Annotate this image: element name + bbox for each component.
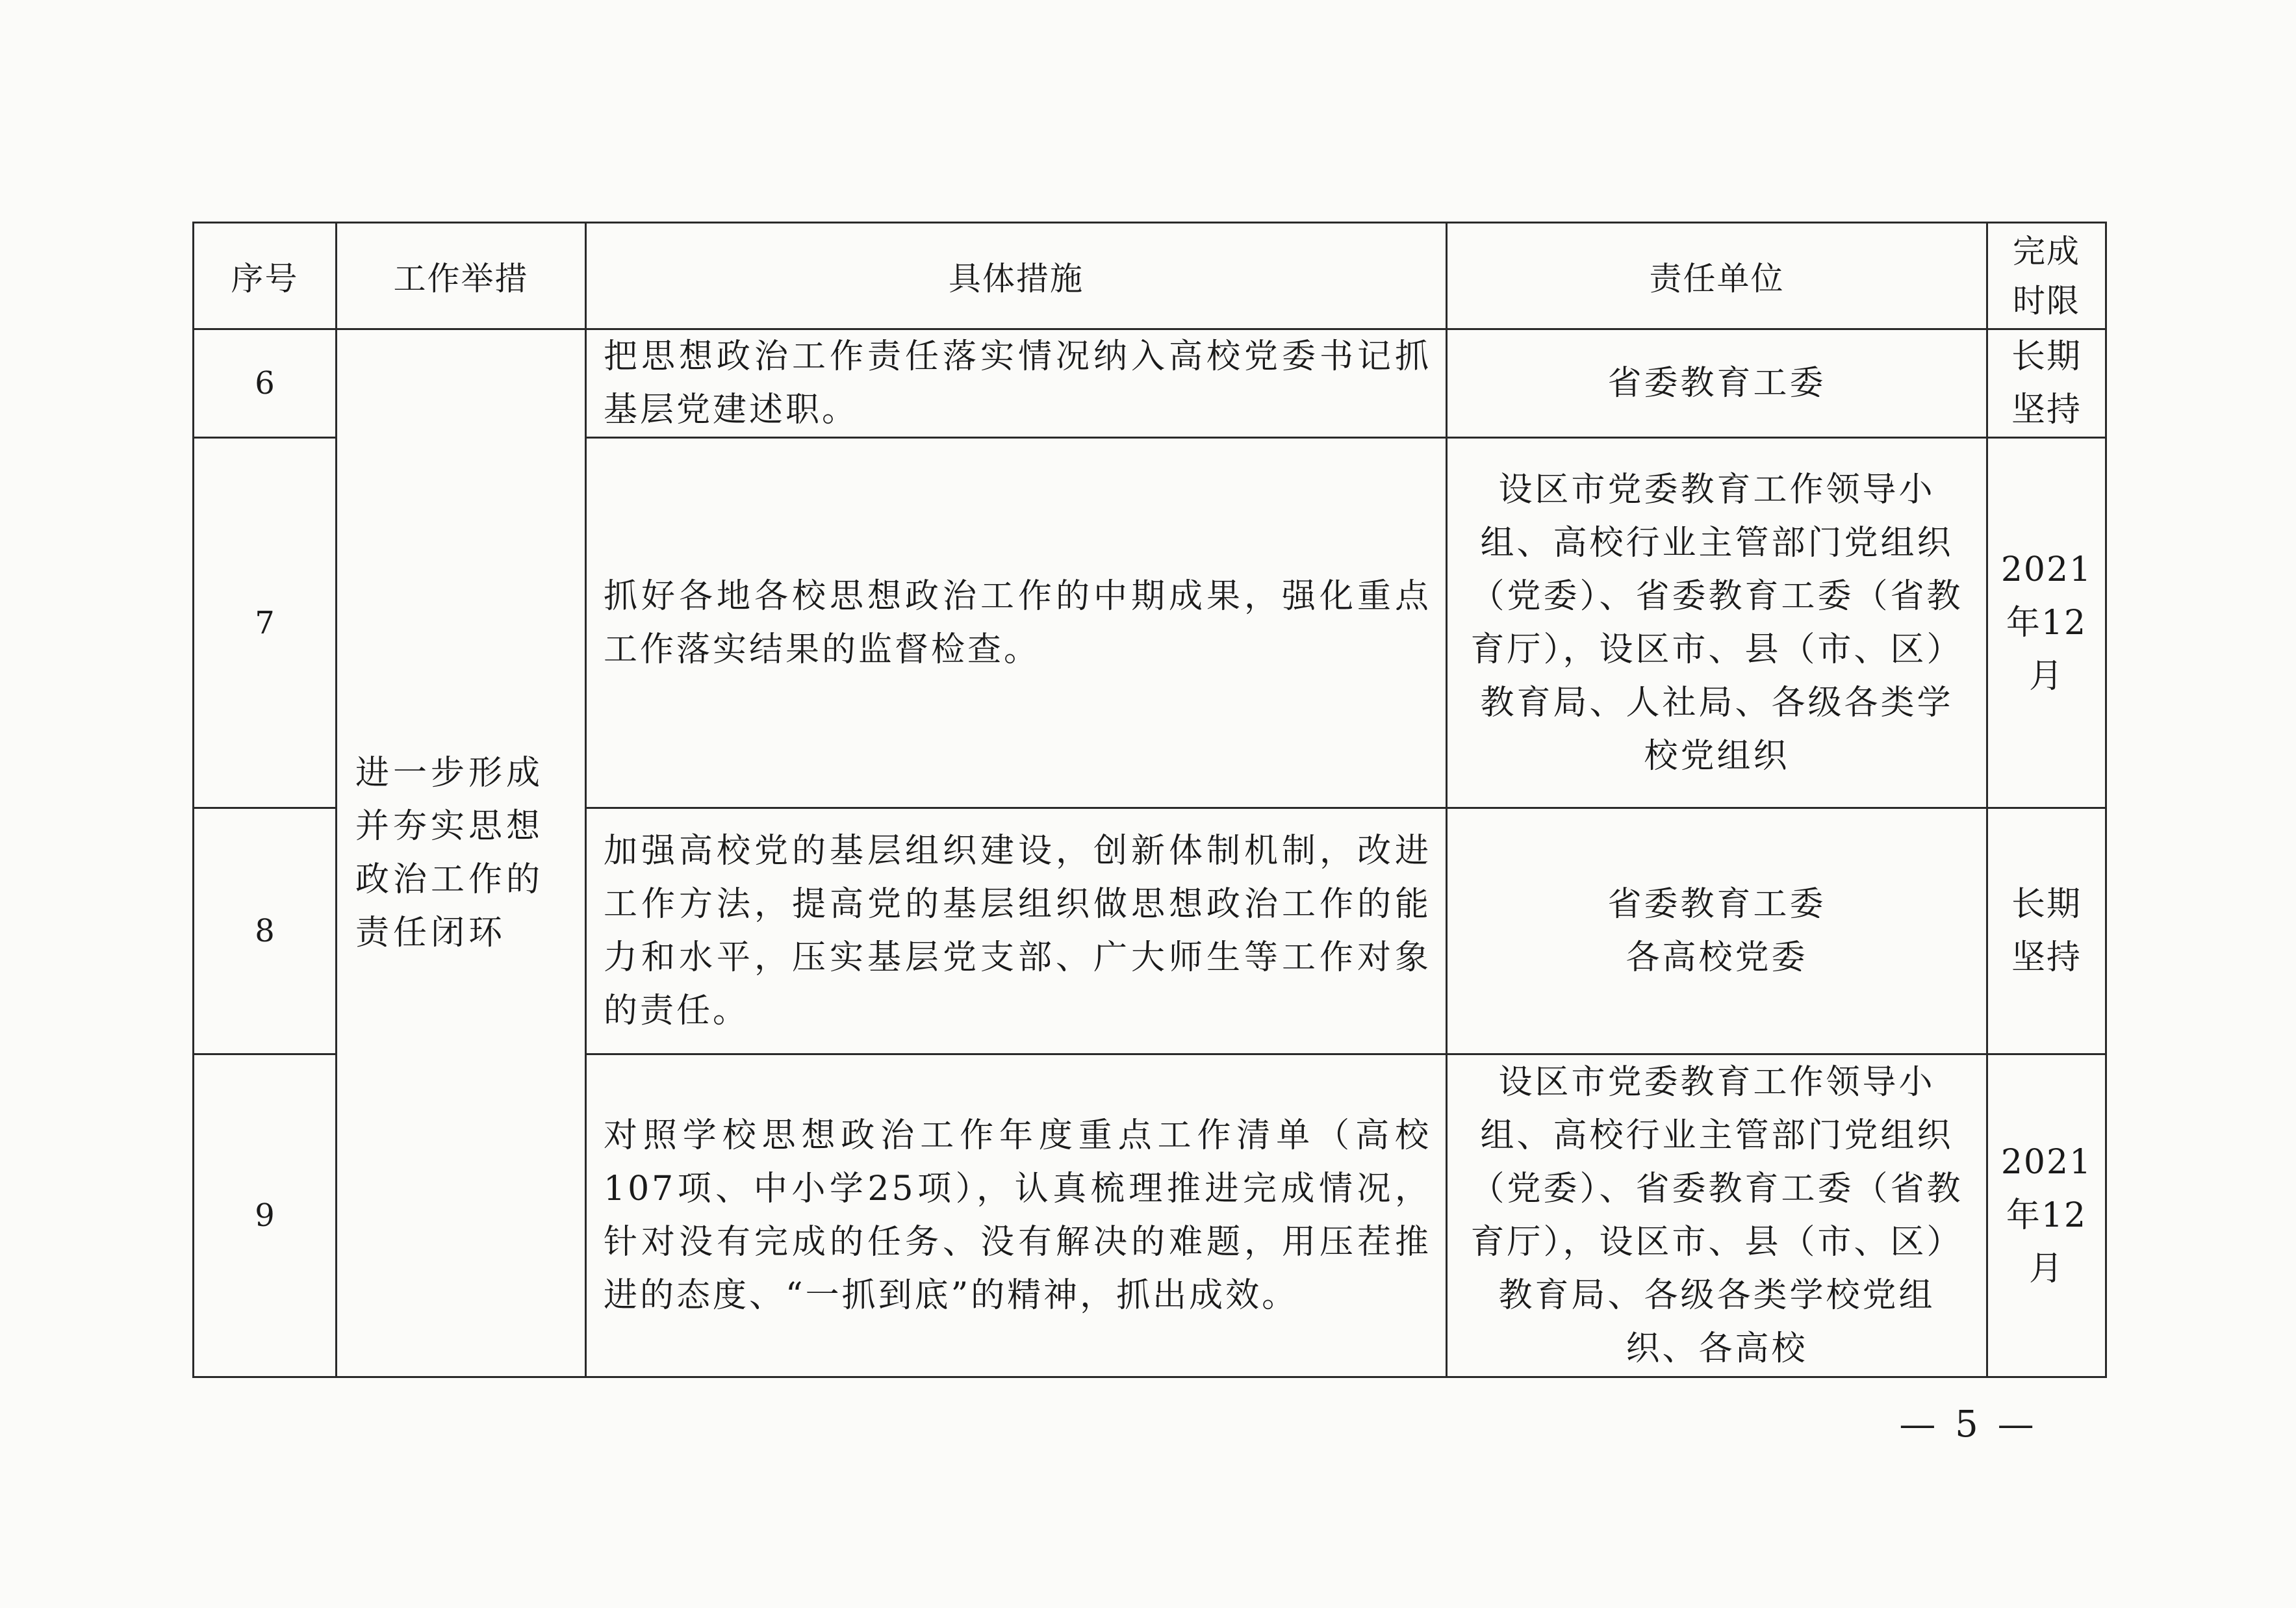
time-cell: 2021 年12 月 xyxy=(1987,1054,2106,1377)
unit-cell: 省委教育工委 xyxy=(1447,329,1987,438)
header-task: 工作举措 xyxy=(337,223,586,329)
measure-cell: 把思想政治工作责任落实情况纳入高校党委书记抓基层党建述职。 xyxy=(586,329,1447,438)
row-number: 7 xyxy=(194,438,337,808)
row-number: 8 xyxy=(194,808,337,1054)
page-number: — 5 — xyxy=(1899,1403,2038,1446)
unit-cell: 省委教育工委 各高校党委 xyxy=(1447,808,1987,1054)
measure-cell: 加强高校党的基层组织建设，创新体制机制，改进工作方法，提高党的基层组织做思想政治工作的能力和水平，压实基层党支部、广大师生等工作对象的责任。 xyxy=(586,808,1447,1054)
measure-cell: 抓好各地各校思想政治工作的中期成果，强化重点工作落实结果的监督检查。 xyxy=(586,438,1447,808)
measure-cell: 对照学校思想政治工作年度重点工作清单（高校107项、中小学25项），认真梳理推进完成情况，针对没有完成的任务、没有解决的难题，用压茬推进的态度、“一抓到底”的精神，抓出成效。 xyxy=(586,1054,1447,1377)
time-cell: 2021 年12 月 xyxy=(1987,438,2106,808)
header-unit: 责任单位 xyxy=(1447,223,1987,329)
row-number: 9 xyxy=(194,1054,337,1377)
measures-table xyxy=(192,222,2107,1378)
table-header-row xyxy=(194,223,2106,329)
row-number: 6 xyxy=(194,329,337,438)
unit-cell: 设区市党委教育工作领导小组、高校行业主管部门党组织（党委）、省委教育工委（省教育厅），设区市、县（市、区）教育局、各级各类学校党组织、各高校 xyxy=(1447,1054,1987,1377)
unit-cell: 设区市党委教育工作领导小组、高校行业主管部门党组织（党委）、省委教育工委（省教育厅），设区市、县（市、区）教育局、人社局、各级各类学校党组织 xyxy=(1447,438,1987,808)
task-cell: 进一步形成并夯实思想政治工作的责任闭环 xyxy=(337,329,586,1377)
header-measure: 具体措施 xyxy=(586,223,1447,329)
header-no: 序号 xyxy=(194,223,337,329)
time-cell: 长期 坚持 xyxy=(1987,329,2106,438)
time-cell: 长期 坚持 xyxy=(1987,808,2106,1054)
table-row xyxy=(194,329,2106,438)
header-time: 完成 时限 xyxy=(1987,223,2106,329)
